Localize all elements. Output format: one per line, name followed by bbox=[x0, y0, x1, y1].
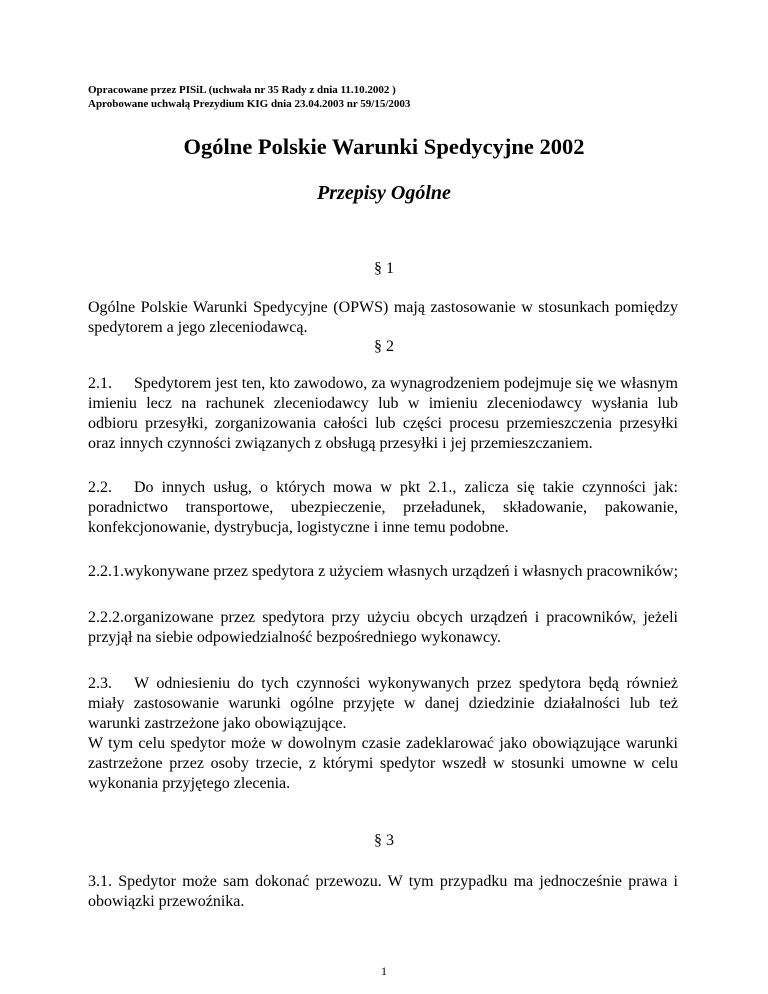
paragraph-number: 2.2. bbox=[88, 479, 112, 496]
page-number: 1 bbox=[381, 964, 387, 978]
paragraph-1: Ogólne Polskie Warunki Spedycyjne (OPWS) mają zastosowanie w stosunkach pomiędzy spedytorem a jego zleceniodawcą. bbox=[88, 299, 678, 336]
paragraph-text: Spedytorem jest ten, kto zawodowo, za wynagrodzeniem podejmuje się we własnym imieniu lecz na rachunek zleceniodawcy lub w imieniu zleceniodawcy wysłania lub odbioru przesyłki, zorganizowania całości lub części procesu przemieszczenia przesyłki oraz innych czynności związanych z obsługą przesyłki i jej przemieszczaniem. bbox=[88, 375, 678, 452]
header-note-approved-by: Aprobowane uchwałą Prezydium KIG dnia 23.04.2003 nr 59/15/2003 bbox=[88, 98, 411, 110]
header-note-prepared-by: Opracowane przez PISiL (uchwała nr 35 Rady z dnia 11.10.2002 ) bbox=[88, 84, 396, 96]
section-mark-1: § 1 bbox=[374, 260, 394, 277]
section-mark-3: § 3 bbox=[374, 832, 394, 849]
paragraph-text-continued: W tym celu spedytor może w dowolnym czasie zadeklarować jako obowiązujące warunki zastrzeżone przez osoby trzecie, z którymi spedytor wszedł w stosunki umowne w celu wykonania przyjętego zlecenia. bbox=[88, 735, 678, 792]
paragraph-number: 2.1. bbox=[88, 375, 112, 392]
paragraph-number: 2.3. bbox=[88, 675, 112, 692]
section-mark-2: § 2 bbox=[374, 338, 394, 355]
document-title: Ogólne Polskie Warunki Spedycyjne 2002 bbox=[183, 134, 585, 159]
paragraph-2-1 bbox=[88, 374, 678, 454]
paragraph-text: W odniesieniu do tych czynności wykonywanych przez spedytora będą również miały zastosowanie warunki ogólne przyjęte w danej dziedzinie działalności lub też warunki zastrzeżone jako obowiązujące. bbox=[88, 675, 678, 732]
paragraph-3-1: 3.1. Spedytor może sam dokonać przewozu. W tym przypadku ma jednocześnie prawa i obowiązki przewoźnika. bbox=[88, 873, 678, 910]
paragraph-2-3 bbox=[88, 674, 678, 794]
document-subtitle: Przepisy Ogólne bbox=[317, 182, 451, 204]
paragraph-text: Do innych usług, o których mowa w pkt 2.1., zalicza się takie czynności jak: poradnictwo transportowe, ubezpieczenie, przeładunek, składowanie, pakowanie, konfekcjonowanie, dystrybucja, logistyczne i inne temu podobne. bbox=[88, 479, 678, 536]
paragraph-2-2-1: 2.2.1.wykonywane przez spedytora z użyciem własnych urządzeń i własnych pracowników; bbox=[88, 563, 679, 580]
paragraph-2-2 bbox=[88, 478, 678, 538]
paragraph-2-2-2: 2.2.2.organizowane przez spedytora przy użyciu obcych urządzeń i pracowników, jeżeli przyjął na siebie odpowiedzialność bezpośredniego wykonawcy. bbox=[88, 609, 678, 646]
